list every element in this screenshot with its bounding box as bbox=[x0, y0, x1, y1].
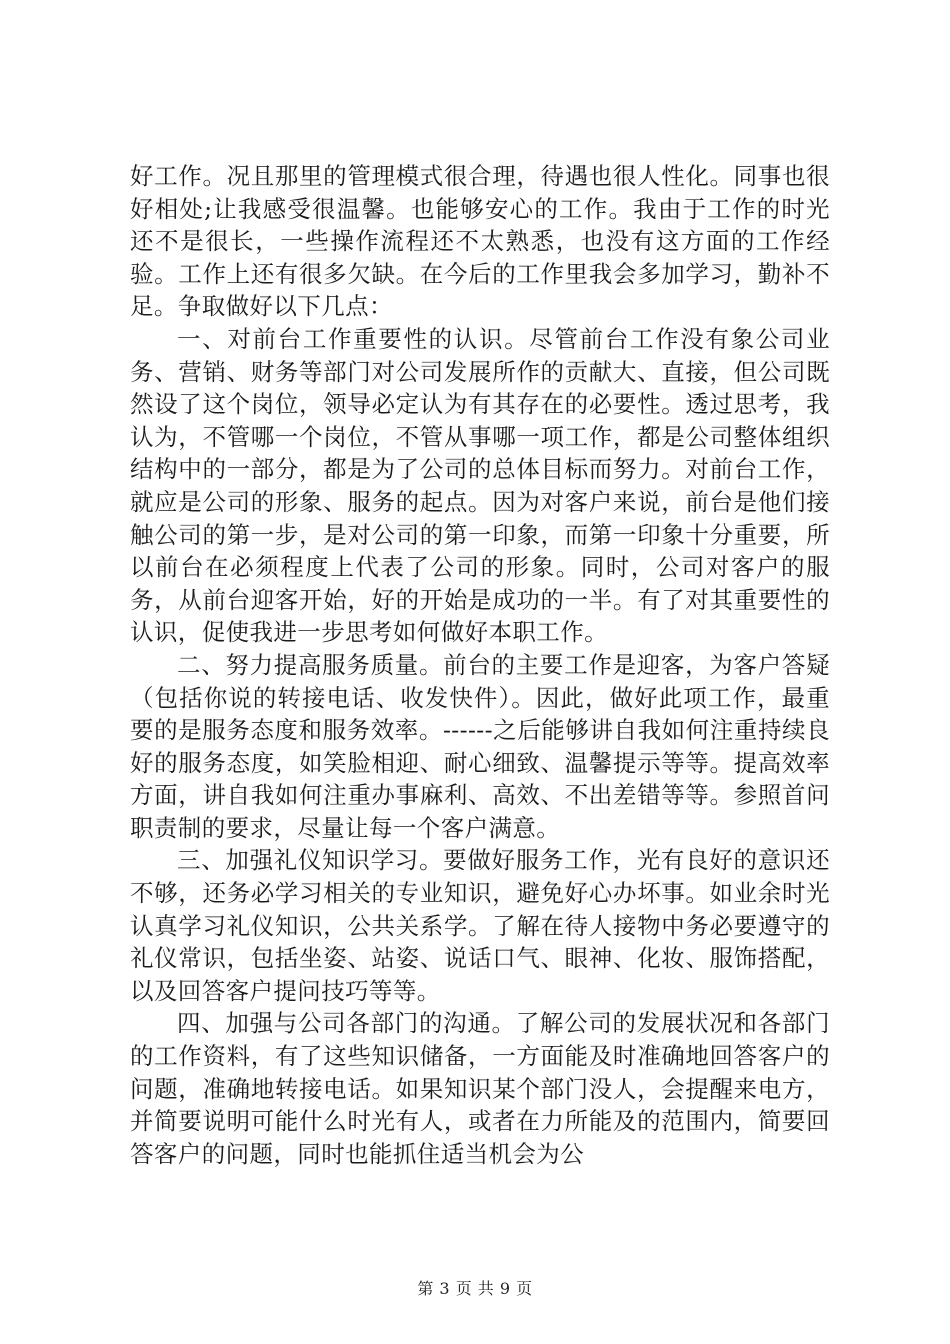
document-body bbox=[130, 160, 830, 1170]
paragraph-continuation: 好工作。况且那里的管理模式很合理，待遇也很人性化。同事也很好相处;让我感受很温馨。也能够安心的工作。我由于工作的时光还不是很长，一些操作流程还不太熟悉，也没有这方面的工作经验。工作上还有很多欠缺。在今后的工作里我会多加学习，勤补不足。争取做好以下几点： bbox=[130, 162, 830, 321]
paragraph-point-4: 四、加强与公司各部门的沟通。了解公司的发展状况和各部门的工作资料，有了这些知识储备，一方面能及时准确地回答客户的问题，准确地转接电话。如果知识某个部门没人，会提醒来电方，并简要说明可能什么时光有人，或者在力所能及的范围内，简要回答客户的问题，同时也能抓住适当机会为公 bbox=[130, 1009, 830, 1168]
paragraph-point-1: 一、对前台工作重要性的认识。尽管前台工作没有象公司业务、营销、财务等部门对公司发展所作的贡献大、直接，但公司既然设了这个岗位，领导必定认为有其存在的必要性。透过思考，我认为，不管哪一个岗位，不管从事哪一项工作，都是公司整体组织结构中的一部分，都是为了公司的总体目标而努力。对前台工作，就应是公司的形象、服务的起点。因为对客户来说，前台是他们接触公司的第一步，是对公司的第一印象，而第一印象十分重要，所以前台在必须程度上代表了公司的形象。同时，公司对客户的服务，从前台迎客开始，好的开始是成功的一半。有了对其重要性的认识，促使我进一步思考如何做好本职工作。 bbox=[130, 324, 830, 647]
paragraph-point-3: 三、加强礼仪知识学习。要做好服务工作，光有良好的意识还不够，还务必学习相关的专业知识，避免好心办坏事。如业余时光认真学习礼仪知识，公共关系学。了解在待人接物中务必要遵守的礼仪常识，包括坐姿、站姿、说话口气、眼神、化妆、服饰搭配，以及回答客户提问技巧等等。 bbox=[130, 846, 830, 1005]
page-number-footer: 第 3 页 共 9 页 bbox=[417, 1279, 533, 1298]
paragraph-point-2: 二、努力提高服务质量。前台的主要工作是迎客，为客户答疑（包括你说的转接电话、收发快件）。因此，做好此项工作，最重要的是服务态度和服务效率。------之后能够讲自我如何注重持续良好的服务态度，如笑脸相迎、耐心细致、温馨提示等等。提高效率方面，讲自我如何注重办事麻利、高效、不出差错等等。参照首问职责制的要求，尽量让每一个客户满意。 bbox=[130, 650, 830, 842]
